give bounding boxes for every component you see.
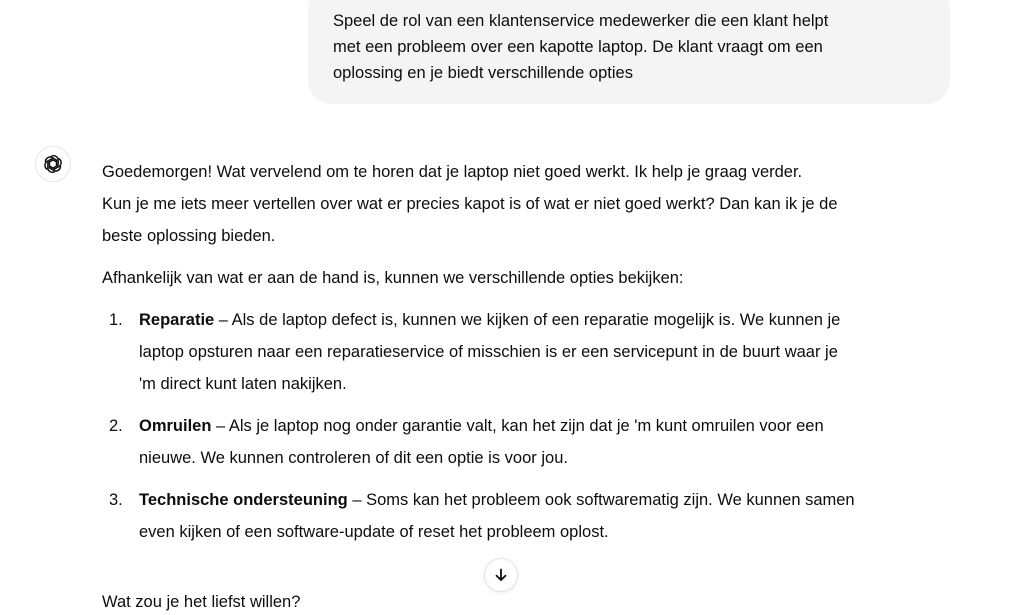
assistant-intro-line: Goedemorgen! Wat vervelend om te horen dat je laptop niet goed werkt. Ik help je graag verder. — [102, 163, 803, 181]
option-text: nieuwe. We kunnen controleren of dit een optie is voor jou. — [139, 449, 568, 467]
list-number: 3. — [109, 491, 123, 509]
option-title: Reparatie — [139, 311, 215, 329]
assistant-message — [102, 156, 962, 558]
option-title: Technische ondersteuning — [139, 491, 348, 509]
option-text: – Als je laptop nog onder garantie valt, kan het zijn dat je 'm kunt omruilen voor een — [211, 417, 824, 435]
list-item — [102, 484, 962, 548]
option-text: even kijken of een software-update of reset het probleem oplost. — [139, 523, 609, 541]
user-message-bubble — [308, 0, 950, 104]
user-message-line: oplossing en je biedt verschillende opties — [333, 64, 633, 82]
assistant-intro-line: Kun je me iets meer vertellen over wat er precies kapot is of wat er niet goed werkt? Dan kan ik je de — [102, 195, 838, 213]
option-text: laptop opsturen naar een reparatieservice of misschien is er een servicepunt in de buurt waar je — [139, 343, 838, 361]
option-text: – Als de laptop defect is, kunnen we kijken of een reparatie mogelijk is. We kunnen je — [214, 311, 841, 329]
option-text: – Soms kan het probleem ook softwarematig zijn. We kunnen samen — [347, 491, 855, 509]
arrow-down-icon — [493, 567, 509, 583]
user-message-line: Speel de rol van een klantenservice medewerker die een klant helpt — [333, 12, 829, 30]
option-title: Omruilen — [139, 417, 212, 435]
scroll-to-bottom-button[interactable] — [484, 558, 518, 592]
user-message-line: met een probleem over een kapotte laptop. De klant vraagt om een — [333, 38, 823, 56]
option-text: 'm direct kunt laten nakijken. — [139, 375, 347, 393]
openai-logo-icon — [35, 146, 71, 182]
list-item — [102, 304, 962, 400]
assistant-intro — [102, 156, 962, 252]
assistant-closing: Wat zou je het liefst willen? — [102, 593, 301, 611]
options-intro: Afhankelijk van wat er aan de hand is, kunnen we verschillende opties bekijken: — [102, 269, 684, 287]
list-number: 1. — [109, 311, 123, 329]
assistant-intro-line: beste oplossing bieden. — [102, 227, 276, 245]
options-list — [102, 304, 962, 548]
list-number: 2. — [109, 417, 123, 435]
list-item — [102, 410, 962, 474]
